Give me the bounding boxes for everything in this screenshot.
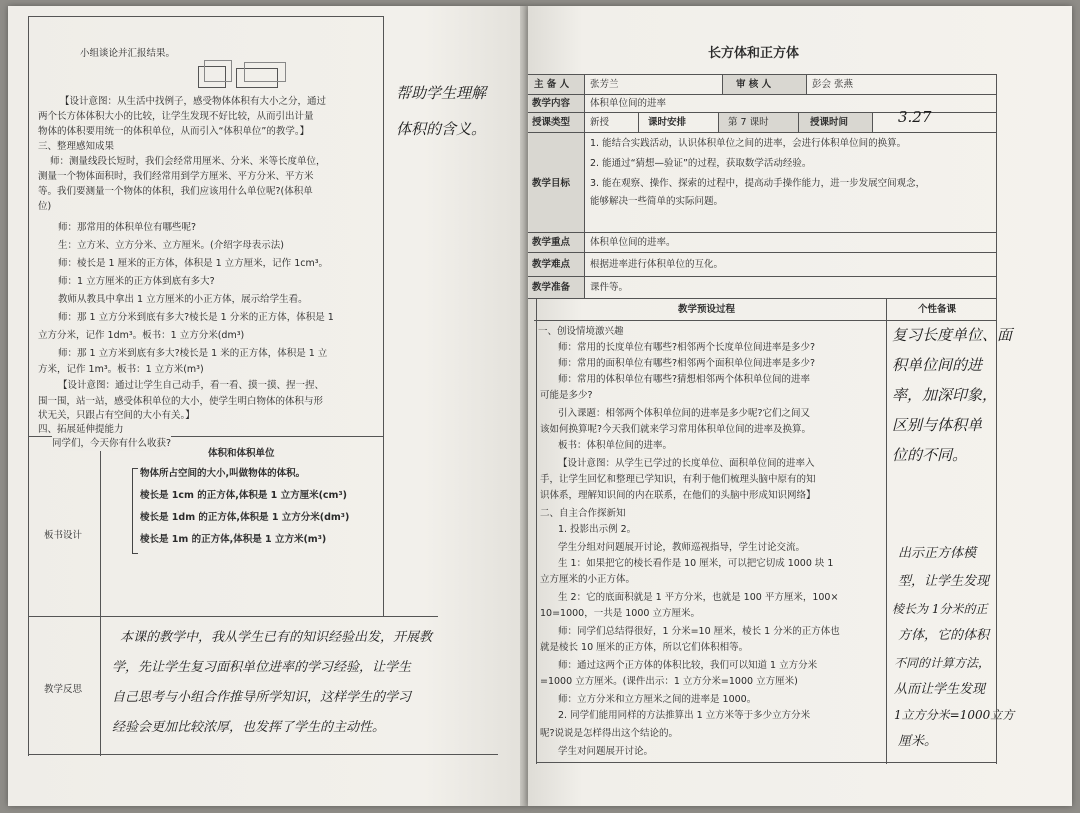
handwritten-note: 率，加深印象， [892, 386, 998, 404]
goal-line: 1. 能结合实践活动，认识体积单位之间的进率，会进行体积单位间的换算。 [590, 138, 907, 149]
reflection-line: 本课的教学中，我从学生已有的知识经验出发，开展教 [120, 630, 433, 645]
handwritten-note: 从而让学生发现 [894, 682, 986, 697]
reviewer-label: 审 核 人 [736, 79, 772, 90]
text-line: 教师从教具中拿出 1 立方厘米的小正方体，展示给学生看。 [58, 294, 308, 305]
cuboid-illustration-back [244, 62, 286, 82]
label-column-divider [584, 74, 585, 298]
content-label: 教学内容 [532, 98, 571, 109]
handwritten-note: 积单位间的进 [892, 356, 983, 374]
process-line: 1. 投影出示例 2。 [558, 524, 637, 535]
preparation-label: 教学准备 [532, 282, 571, 293]
process-header: 教学预设过程 [678, 304, 736, 315]
row-divider [28, 616, 438, 617]
handwritten-note: 位的不同。 [892, 446, 968, 464]
process-line: 该如何换算呢?今天我们就来学习常用体积单位间的进率及换算。 [540, 424, 812, 435]
process-line: 可能是多少? [540, 390, 593, 401]
process-line: 手，让学生回忆和整理已学知识，有利于他们梳理头脑中原有的知 [540, 474, 816, 485]
text-line: 测量一个物体面积时，我们经常用到学方厘米、平方分米、平方米 [38, 171, 314, 182]
process-line: 呢?说说是怎样得出这个结论的。 [540, 728, 679, 739]
content-value: 体积单位间的进率 [590, 98, 667, 109]
cube-illustration-back [204, 60, 232, 82]
process-line: 师：通过这两个正方体的体积比较，我们可以知道 1 立方分米 [558, 660, 818, 671]
text-line: 师：那常用的体积单位有哪些呢? [58, 222, 197, 233]
schedule-value: 第 7 课时 [728, 117, 769, 128]
col-divider [872, 112, 873, 132]
table-bottom-border [536, 762, 996, 763]
row-divider [528, 298, 996, 299]
schedule-label: 课时安排 [648, 117, 687, 128]
process-line: 师：常用的体积单位有哪些?猜想相邻两个体积单位间的进率 [558, 374, 811, 385]
board-line: 棱长是 1cm 的正方体,体积是 1 立方厘米(cm³) [140, 490, 347, 501]
reflection-line: 经验会更加比较浓厚，也发挥了学生的主动性。 [112, 720, 386, 735]
process-line: 10=1000，一共是 1000 立方厘米。 [540, 608, 700, 619]
text-line: 同学们，今天你有什么收获? [52, 438, 172, 449]
process-line: 立方厘米的小正方体。 [540, 574, 636, 585]
process-line: 师：立方分米和立方厘米之间的进率是 1000。 [558, 694, 757, 705]
lesson-type-label: 授课类型 [532, 117, 571, 128]
goal-line: 3. 能在观察、操作、探索的过程中，提高动手操作能力，进一步发展空间观念， [590, 178, 926, 189]
difficulty-value: 根据进率进行体积单位的互化。 [590, 259, 724, 270]
key-point-value: 体积单位间的进率。 [590, 237, 676, 248]
process-line: 师：同学们总结得很好，1 分米=10 厘米，棱长 1 分米的正方体也 [558, 626, 840, 637]
text-line: 小组谈论并汇报结果。 [80, 48, 176, 59]
handwritten-note: 体积的含义。 [396, 120, 487, 138]
row-divider [528, 252, 996, 253]
brace-bracket [132, 468, 138, 554]
process-line: 学生对问题展开讨论。 [558, 746, 654, 757]
handwritten-note: 方体，它的体积 [898, 628, 990, 643]
goals-label: 教学目标 [532, 178, 571, 189]
handwritten-note: 不同的计算方法， [894, 656, 991, 670]
board-right-border [383, 436, 384, 616]
process-left-border [536, 298, 537, 764]
text-line: 四、拓展延伸提能力 [38, 424, 124, 435]
handwritten-note: 出示正方体模 [898, 546, 977, 561]
row-divider [528, 132, 996, 133]
date-value: 3.27 [898, 108, 932, 126]
text-line: 三、整理感知成果 [38, 141, 115, 152]
process-line: 板书：体积单位间的进率。 [558, 440, 673, 451]
row-divider [528, 94, 996, 95]
process-line: 识体系，理解知识间的内在联系，在他们的头脑中形成知识网络】 [540, 490, 816, 501]
main-preparer-label: 主 备 人 [534, 79, 570, 90]
text-line: 师：1 立方厘米的正方体到底有多大? [58, 276, 215, 287]
process-line: 学生分组对问题展开讨论，教师巡视指导，学生讨论交流。 [558, 542, 806, 553]
right-page [528, 6, 1072, 806]
text-line: 围一围，站一站，感受体积单位的大小，使学生明白物体的体积与形 [38, 396, 324, 407]
text-line: 位) [38, 201, 52, 212]
process-line: 师：常用的长度单位有哪些?相邻两个长度单位间进率是多少? [558, 342, 816, 353]
text-line: 立方分米，记作 1dm³。板书：1 立方分米(dm³) [38, 330, 245, 341]
table-top-border [28, 16, 384, 17]
personal-column-divider [886, 298, 887, 764]
lesson-type-value: 新授 [590, 117, 610, 128]
process-line: 一、创设情境激兴趣 [538, 326, 624, 337]
goal-line: 2. 能通过“猜想—验证”的过程，获取数学活动经验。 [590, 158, 812, 169]
date-label: 授课时间 [810, 117, 849, 128]
process-line: 师：常用的面积单位有哪些?相邻两个面积单位间进率是多少? [558, 358, 816, 369]
process-line: 2. 同学们能用同样的方法推算出 1 立方米等于多少立方分米 [558, 710, 811, 721]
row-divider [528, 232, 996, 233]
reflection-line: 学，先让学生复习面积单位进率的学习经验，让学生 [112, 660, 412, 675]
table-right-border [996, 74, 997, 764]
row-divider [534, 320, 996, 321]
label-column-divider [100, 436, 101, 756]
text-line: 两个长方体体积大小的比较，让学生发现不好比较，从而引出计量 [38, 111, 314, 122]
table-right-border [383, 16, 384, 436]
text-line: 等。我们要测量一个物体的体积，我们应该用什么单位呢?(体积单 [38, 186, 313, 197]
process-line: =1000 立方厘米。(课件出示：1 立方分米=1000 立方厘米) [540, 676, 798, 687]
handwritten-note: 棱长为 1分米的正 [892, 602, 988, 616]
left-page [8, 6, 528, 806]
process-line: 引入课题：相邻两个体积单位间的进率是多少呢?它们之间又 [558, 408, 811, 419]
text-line: 方米，记作 1m³。板书：1 立方米(m³) [38, 364, 204, 375]
text-line: 师：那 1 立方米到底有多大?棱长是 1 米的正方体，体积是 1 立 [58, 348, 328, 359]
reflection-line: 自己思考与小组合作推导所学知识，这样学生的学习 [112, 690, 412, 705]
text-line: 【设计意图：从生活中找例子，感受物体体积有大小之分，通过 [60, 96, 327, 107]
process-line: 就是棱长 10 厘米的正方体，所以它们体积相等。 [540, 642, 749, 653]
board-line: 棱长是 1dm 的正方体,体积是 1 立方分米(dm³) [140, 512, 350, 523]
goal-line: 能够解决一些简单的实际问题。 [590, 196, 724, 207]
table-bottom-border [28, 754, 498, 755]
table-left-border [28, 16, 29, 756]
col-divider [806, 74, 807, 94]
personal-header: 个性备课 [918, 304, 957, 315]
page-title: 长方体和正方体 [708, 46, 800, 61]
board-line: 棱长是 1m 的正方体,体积是 1 立方米(m³) [140, 534, 327, 545]
handwritten-note: 复习长度单位、面 [892, 326, 1013, 344]
process-line: 生 1：如果把它的棱长看作是 10 厘米，可以把它切成 1000 块 1 [558, 558, 834, 569]
reviewer-value: 彭会 张燕 [812, 79, 854, 90]
text-line: 【设计意图：通过让学生自己动手，看一看、摸一摸、捏一捏、 [58, 380, 325, 391]
row-divider [528, 276, 996, 277]
text-line: 师：那 1 立方分米到底有多大?棱长是 1 分米的正方体，体积是 1 [58, 312, 334, 323]
board-line: 物体所占空间的大小,叫做物体的体积。 [140, 468, 306, 479]
preparation-value: 课件等。 [590, 282, 629, 293]
handwritten-note: 区别与体积单 [892, 416, 983, 434]
process-line: 【设计意图：从学生已学过的长度单位、面积单位间的进率入 [558, 458, 815, 469]
reflection-label: 教学反思 [44, 684, 83, 695]
process-line: 二、自主合作探新知 [540, 508, 626, 519]
text-line: 师：测量线段长短时，我们会经常用厘米、分米、米等长度单位， [50, 156, 326, 167]
main-preparer-value: 张芳兰 [590, 79, 619, 90]
text-line: 生：立方米、立方分米、立方厘米。(介绍字母表示法) [58, 240, 284, 251]
text-line: 物体的体积要用统一的体积单位，从而引入“体积单位”的教学。】 [38, 126, 310, 137]
board-design-label: 板书设计 [44, 530, 83, 541]
handwritten-note: 厘米。 [898, 734, 938, 749]
col-divider [638, 112, 639, 132]
handwritten-note: 帮助学生理解 [396, 84, 487, 102]
handwritten-note: 型，让学生发现 [898, 574, 990, 589]
handwritten-note: 1立方分米=1000立方 [894, 708, 1015, 722]
text-line: 师：棱长是 1 厘米的正方体，体积是 1 立方厘米，记作 1cm³。 [58, 258, 329, 269]
process-line: 生 2：它的底面积就是 1 平方分米，也就是 100 平方厘米，100× [558, 592, 839, 603]
board-title: 体积和体积单位 [208, 448, 275, 459]
difficulty-label: 教学难点 [532, 259, 571, 270]
text-line: 状无关，只跟占有空间的大小有关。】 [38, 410, 195, 421]
key-point-label: 教学重点 [532, 237, 571, 248]
